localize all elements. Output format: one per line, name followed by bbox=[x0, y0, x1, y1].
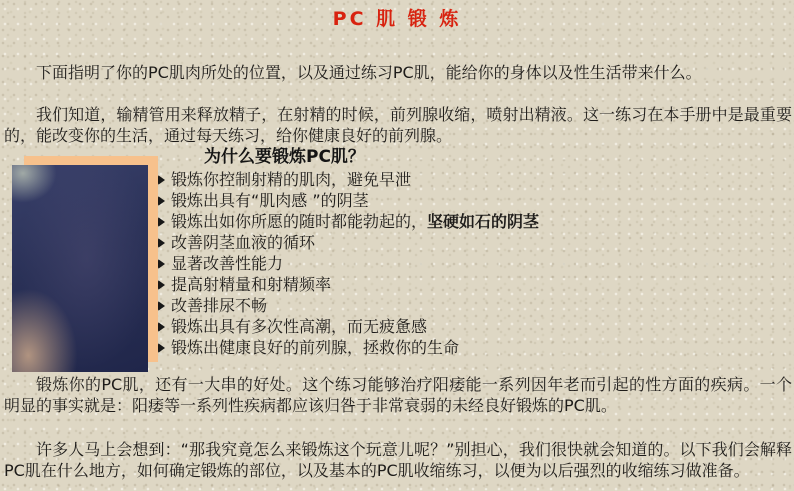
benefits-paragraph: 锻炼你的PC肌，还有一大串的好处。这个练习能够治疗阳痿能一系列因年老而引起的性方面的疾病。一个明显的事实就是：阳痿等一系列性疾病都应该归咎于非常衰弱的未经良好锻炼的PC肌。 bbox=[4, 375, 792, 415]
benefit-list bbox=[157, 169, 539, 358]
benefit-text: 改善阴茎血液的循环 bbox=[171, 233, 316, 252]
context-paragraph: 我们知道，输精管用来释放精子，在射精的时候，前列腺收缩，喷射出精液。这一练习在本手册中是最重要的，能改变你的生活，通过每天练习，给你健康良好的前列腺。 bbox=[4, 105, 792, 145]
benefit-item bbox=[157, 232, 539, 253]
benefit-text: 锻炼出具有多次性高潮，而无疲惫感 bbox=[171, 317, 428, 336]
benefit-item bbox=[157, 190, 539, 211]
benefit-item bbox=[157, 169, 539, 190]
benefit-text: 提高射精量和射精频率 bbox=[171, 275, 332, 294]
benefit-item bbox=[157, 211, 539, 232]
benefit-text: 锻炼你控制射精的肌肉，避免早泄 bbox=[171, 170, 412, 189]
intro-paragraph: 下面指明了你的PC肌肉所处的位置，以及通过练习PC肌，能给你的身体以及性生活带来什么。 bbox=[36, 63, 702, 82]
benefit-item bbox=[157, 253, 539, 274]
benefit-text: 锻炼出健康良好的前列腺，拯救你的生命 bbox=[171, 338, 460, 357]
illustration-figure bbox=[12, 155, 158, 373]
benefit-item bbox=[157, 295, 539, 316]
benefit-item bbox=[157, 337, 539, 358]
section-heading: 为什么要锻炼PC肌？ bbox=[204, 147, 365, 167]
closing-paragraph: 许多人马上会想到：“那我究竟怎么来锻炼这个玩意儿呢？”别担心，我们很快就会知道的。以下我们会解释PC肌在什么地方，如何确定锻炼的部位，以及基本的PC肌收缩练习，以便为以后强烈的收缩练习做准备。 bbox=[4, 440, 792, 480]
benefit-text: 改善排尿不畅 bbox=[171, 296, 268, 315]
photo-placeholder bbox=[12, 165, 148, 372]
page-title: PC 肌 锻 炼 bbox=[332, 8, 462, 30]
benefit-text: 锻炼出如你所愿的随时都能勃起的，坚硬如石的阴茎 bbox=[171, 212, 540, 231]
benefit-text: 锻炼出具有“肌肉感 ”的阴茎 bbox=[171, 191, 369, 210]
benefit-item bbox=[157, 274, 539, 295]
benefit-item bbox=[157, 316, 539, 337]
benefit-text: 显著改善性能力 bbox=[171, 254, 284, 273]
